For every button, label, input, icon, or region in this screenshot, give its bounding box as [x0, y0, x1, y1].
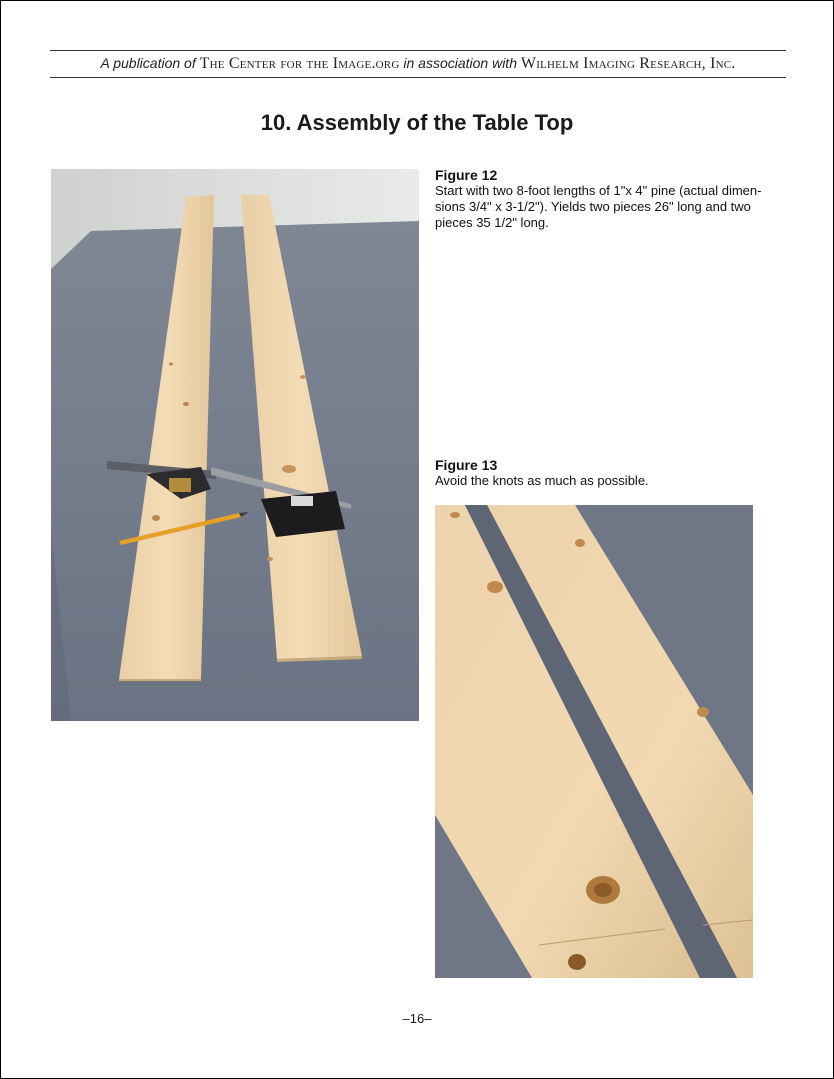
header-rule-bottom — [50, 77, 786, 78]
figure-13-photo — [435, 505, 753, 978]
publication-line — [50, 55, 786, 73]
figure-12-label: Figure 12 — [435, 167, 498, 183]
pub-partner-name: Wilhelm Imaging Research, Inc. — [520, 55, 736, 72]
figure-13-caption-block — [435, 457, 785, 489]
section-title: 10. Assembly of the Table Top — [260, 110, 574, 135]
figure-13-label: Figure 13 — [435, 457, 498, 473]
pub-org-name: The Center for the Image.org — [199, 55, 400, 72]
figure-12-caption-block — [435, 167, 785, 231]
page-number: –16– — [402, 1011, 432, 1026]
header-rule-top — [50, 50, 786, 51]
pub-text-a: A publication of — [100, 55, 200, 71]
figure-12-caption: Start with two 8-foot lengths of 1"x 4" pine (actual dimen-sions 3/4" x 3-1/2"). Yields two pieces 26" long and two pieces 35 1/2" long. — [435, 183, 762, 230]
pub-text-b: in association with — [399, 55, 521, 71]
figure-13-caption: Avoid the knots as much as possible. — [435, 473, 649, 488]
figure-12-photo — [51, 169, 419, 721]
